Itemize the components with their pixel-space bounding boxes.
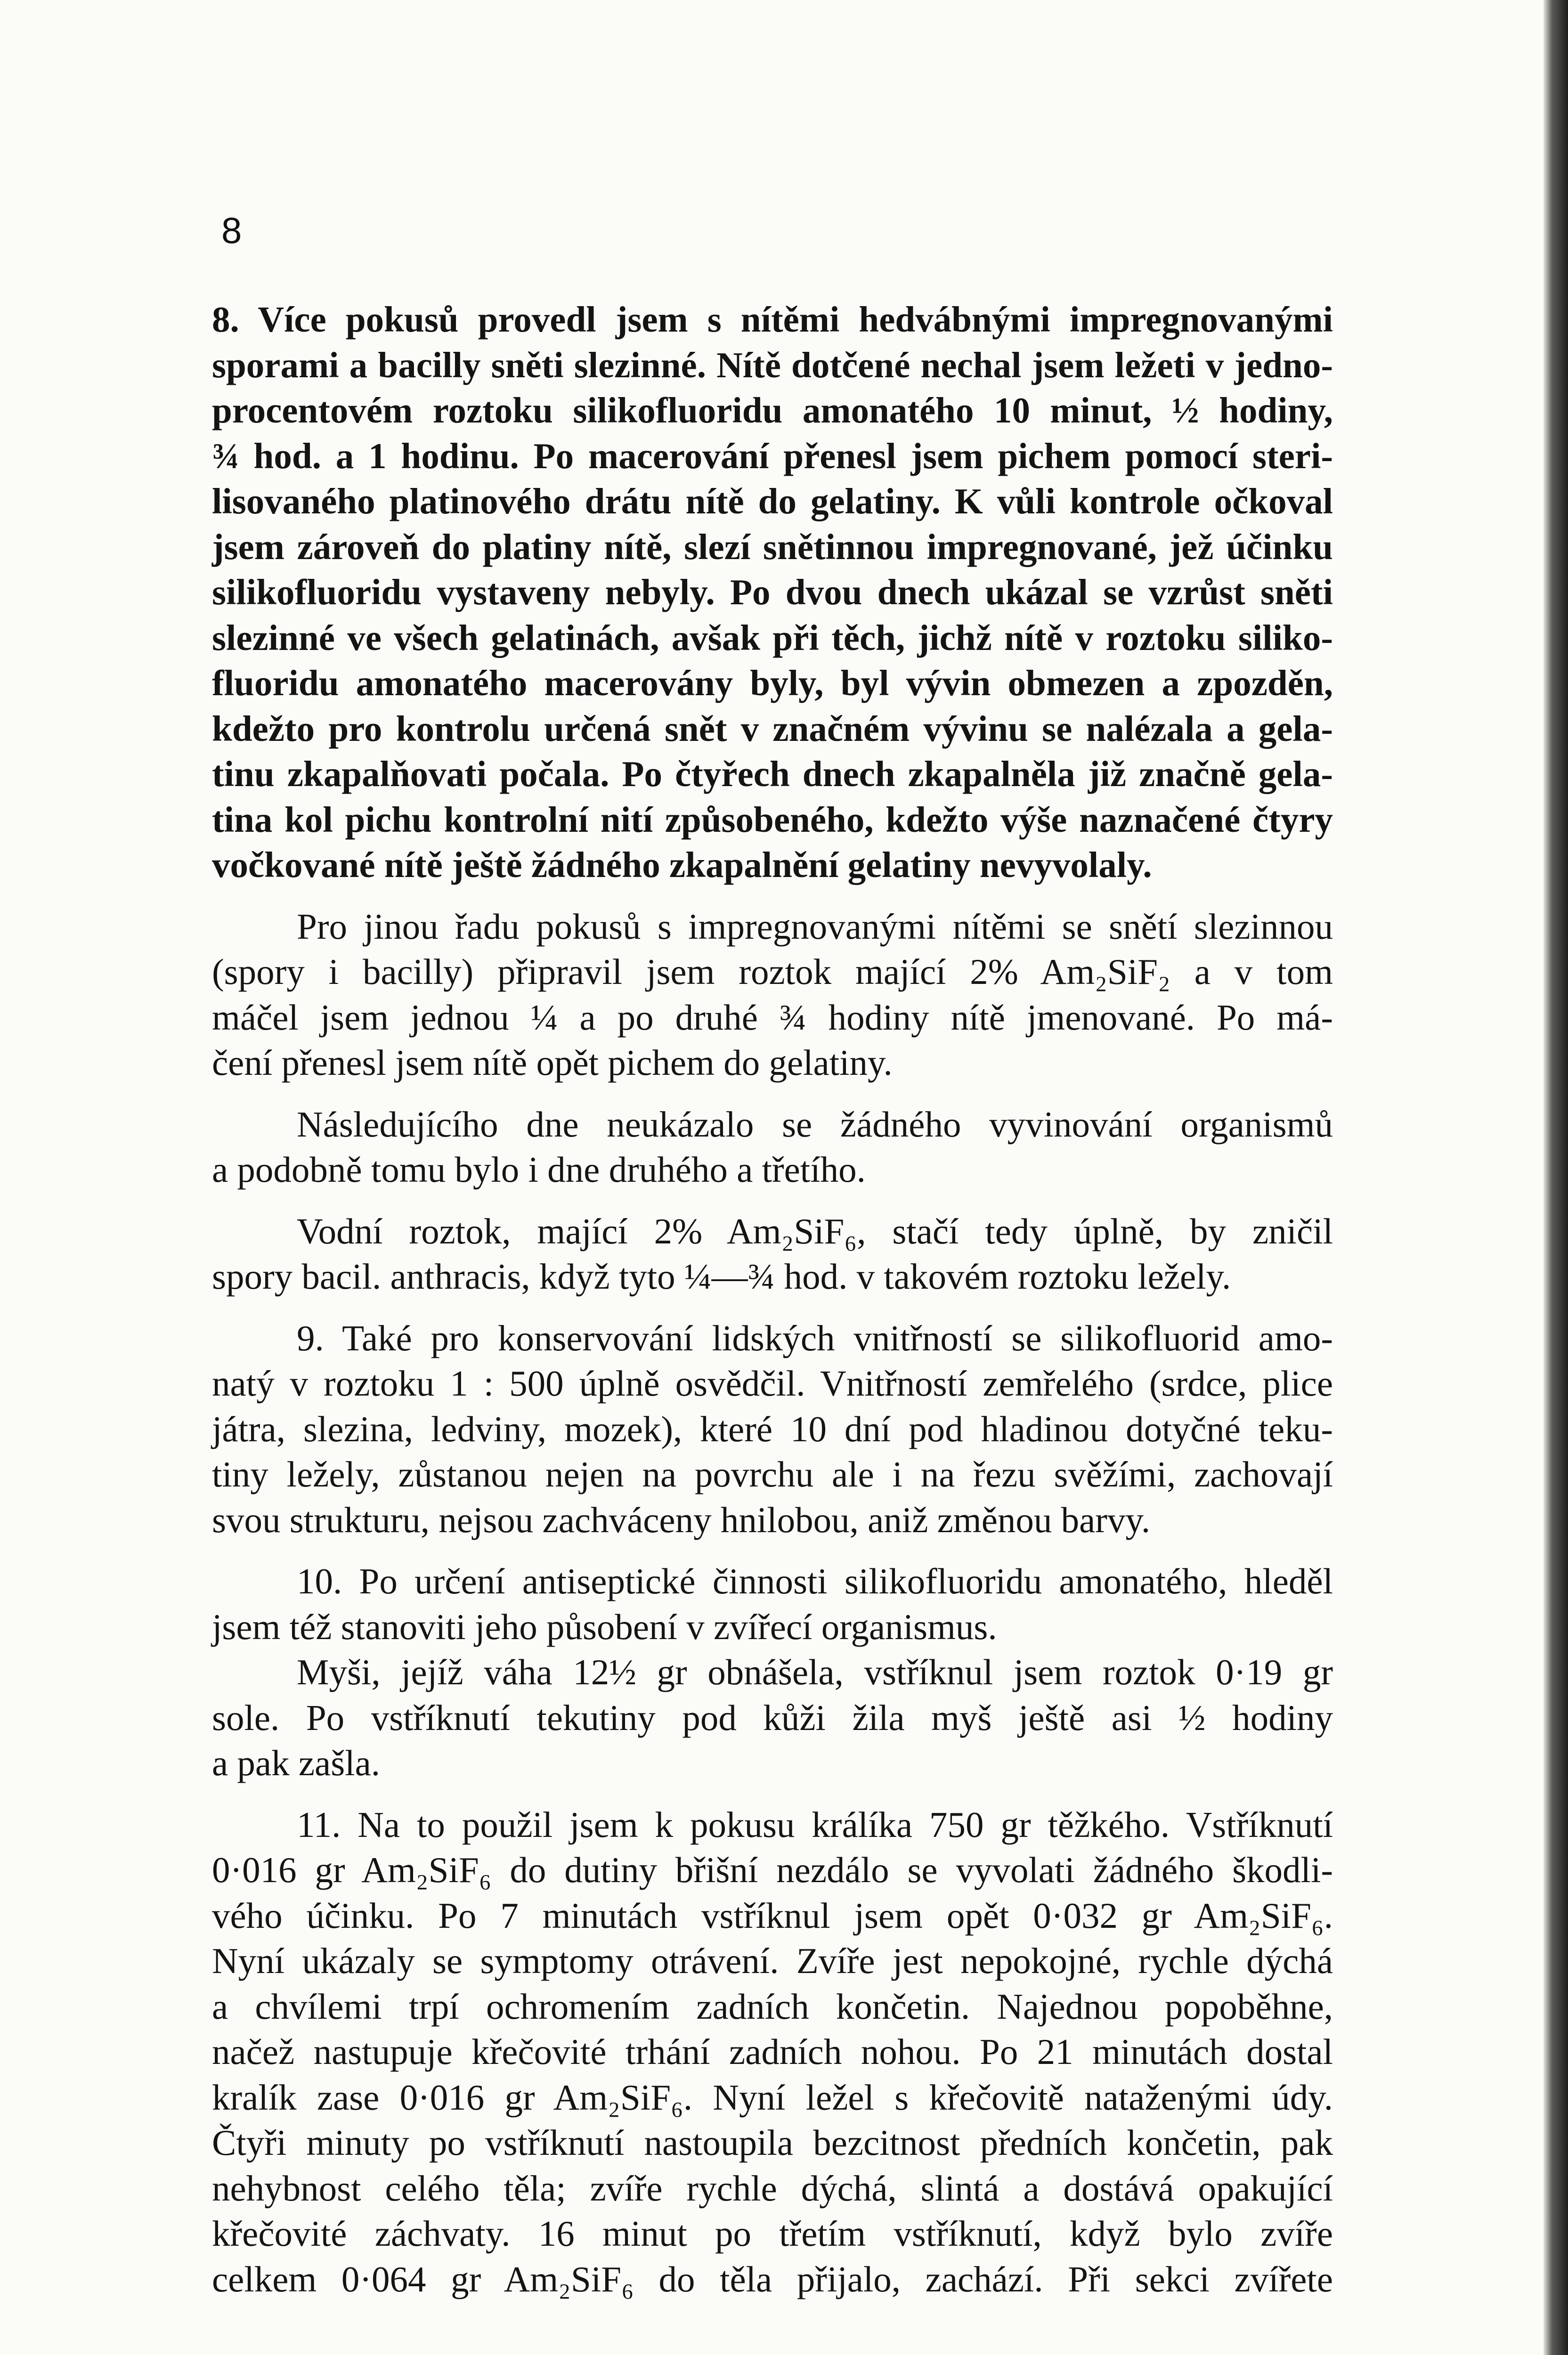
text-line: slezinné ve všech gelatinách, avšak při těch, jichž nítě v roztoku siliko- — [212, 617, 1333, 658]
text-line: tina kol pichu kontrolní nití způsobeného, kdežto výše naznačené čtyry — [212, 799, 1333, 840]
paragraph-series — [212, 904, 1333, 1086]
text-line: Myši, jejíž váha 12½ gr obnášela, vstříknul jsem roztok 0·19 gr — [297, 1652, 1333, 1692]
text-line: vého účinku. Po 7 minutách vstříknul jsem opět 0·032 gr Am₂SiF₆. — [212, 1895, 1333, 1936]
text-line: čení přenesl jsem nítě opět pichem do gelatiny. — [212, 1042, 893, 1083]
text-line: Nyní ukázaly se symptomy otrávení. Zvíře jest nepokojné, rychle dýchá — [212, 1941, 1333, 1981]
text-line: sole. Po vstříknutí tekutiny pod kůži žila myš ještě asi ½ hodiny — [212, 1697, 1333, 1738]
text-line: Čtyři minuty po vstříknutí nastoupila bezcitnost předních končetin, pak — [212, 2122, 1333, 2163]
text-line: máčel jsem jednou ¼ a po druhé ¾ hodiny nítě jmenované. Po má- — [212, 997, 1333, 1038]
page-number: 8 — [221, 210, 242, 251]
text-line: ¾ hod. a 1 hodinu. Po macerování přenesl jsem pichem pomocí steri- — [212, 435, 1333, 476]
text-line: natý v roztoku 1 : 500 úplně osvědčil. Vnitřností zemřelého (srdce, plice — [212, 1363, 1333, 1404]
page-edge-shadow — [1544, 0, 1568, 2355]
text-line: nehybnost celého těla; zvíře rychle dýchá, slintá a dostává opakující — [212, 2168, 1333, 2209]
paragraph-9 — [212, 1316, 1333, 1543]
text-line: tinu zkapalňovati počala. Po čtyřech dnech zkapalněla již značně gela- — [212, 754, 1333, 794]
text-line: tiny ležely, zůstanou nejen na povrchu ale i na řezu svěžími, zachovají — [212, 1454, 1333, 1494]
text-line: jsem též stanoviti jeho působení v zvířecí organismus. — [212, 1606, 997, 1647]
paragraph-8 — [212, 297, 1333, 888]
text-line: a chvílemi trpí ochromením zadních končetin. Najednou popoběhne, — [212, 1986, 1333, 2027]
text-line: (spory i bacilly) připravil jsem roztok mající 2% Am₂SiF₂ a v tom — [212, 951, 1333, 992]
paragraph-11 — [212, 1802, 1333, 2302]
text-line: Pro jinou řadu pokusů s impregnovanými nítěmi se snětí slezinnou — [297, 906, 1333, 947]
text-line: Vodní roztok, mající 2% Am₂SiF₆, stačí tedy úplně, by zničil — [297, 1210, 1333, 1251]
paragraph-next-day — [212, 1102, 1333, 1193]
text-line: vočkované nítě ještě žádného zkapalnění gelatiny nevyvolaly. — [212, 845, 1152, 885]
text-line: 11. Na to použil jsem k pokusu králíka 750 gr těžkého. Vstříknutí — [297, 1804, 1333, 1845]
text-line: a pak zašla. — [212, 1743, 380, 1783]
text-line: sporami a bacilly sněti slezinné. Nítě dotčené nechal jsem ležeti v jedno- — [212, 344, 1333, 385]
text-line: svou strukturu, nejsou zachváceny hnilobou, aniž změnou barvy. — [212, 1499, 1151, 1540]
paragraph-water-solution — [212, 1209, 1333, 1299]
text-line: načež nastupuje křečovité trhání zadních nohou. Po 21 minutách dostal — [212, 2031, 1333, 2072]
paragraph-mouse — [212, 1649, 1333, 1786]
text-line: kdežto pro kontrolu určená snět v značném vývinu se nalézala a gela- — [212, 708, 1333, 749]
body-text — [212, 297, 1333, 2302]
text-line: procentovém roztoku silikofluoridu amonatého 10 minut, ½ hodiny, — [212, 390, 1333, 430]
text-line: Následujícího dne neukázalo se žádného vyvinování organismů — [297, 1104, 1333, 1145]
text-line: a podobně tomu bylo i dne druhého a třetího. — [212, 1149, 866, 1190]
text-line: 9. Také pro konservování lidských vnitřností se silikofluorid amo- — [297, 1317, 1333, 1358]
paragraph-10 — [212, 1559, 1333, 1649]
text-line: spory bacil. anthracis, když tyto ¼—¾ hod. v takovém roztoku ležely. — [212, 1256, 1231, 1297]
text-line: celkem 0·064 gr Am₂SiF₆ do těla přijalo, zachází. Při sekci zvířete — [212, 2258, 1333, 2299]
text-line: fluoridu amonatého macerovány byly, byl vývin obmezen a zpozděn, — [212, 663, 1333, 703]
text-line: křečovité záchvaty. 16 minut po třetím vstříknutí, když bylo zvíře — [212, 2213, 1333, 2254]
text-line: kralík zase 0·016 gr Am₂SiF₆. Nyní ležel s křečovitě nataženými údy. — [212, 2077, 1333, 2118]
text-line: silikofluoridu vystaveny nebyly. Po dvou dnech ukázal se vzrůst sněti — [212, 572, 1333, 612]
text-line: jsem zároveň do platiny nítě, slezí snětinnou impregnované, jež účinku — [212, 526, 1333, 567]
text-line: 8. Více pokusů provedl jsem s nítěmi hedvábnými impregnovanými — [212, 299, 1333, 340]
text-line: 0·016 gr Am₂SiF₆ do dutiny břišní nezdálo se vyvolati žádného škodli- — [212, 1850, 1333, 1890]
text-line: lisovaného platinového drátu nítě do gelatiny. K vůli kontrole očkoval — [212, 481, 1333, 521]
text-line: játra, slezina, ledviny, mozek), které 10 dní pod hladinou dotyčné teku- — [212, 1408, 1333, 1449]
text-line: 10. Po určení antiseptické činnosti silikofluoridu amonatého, hleděl — [297, 1561, 1333, 1601]
